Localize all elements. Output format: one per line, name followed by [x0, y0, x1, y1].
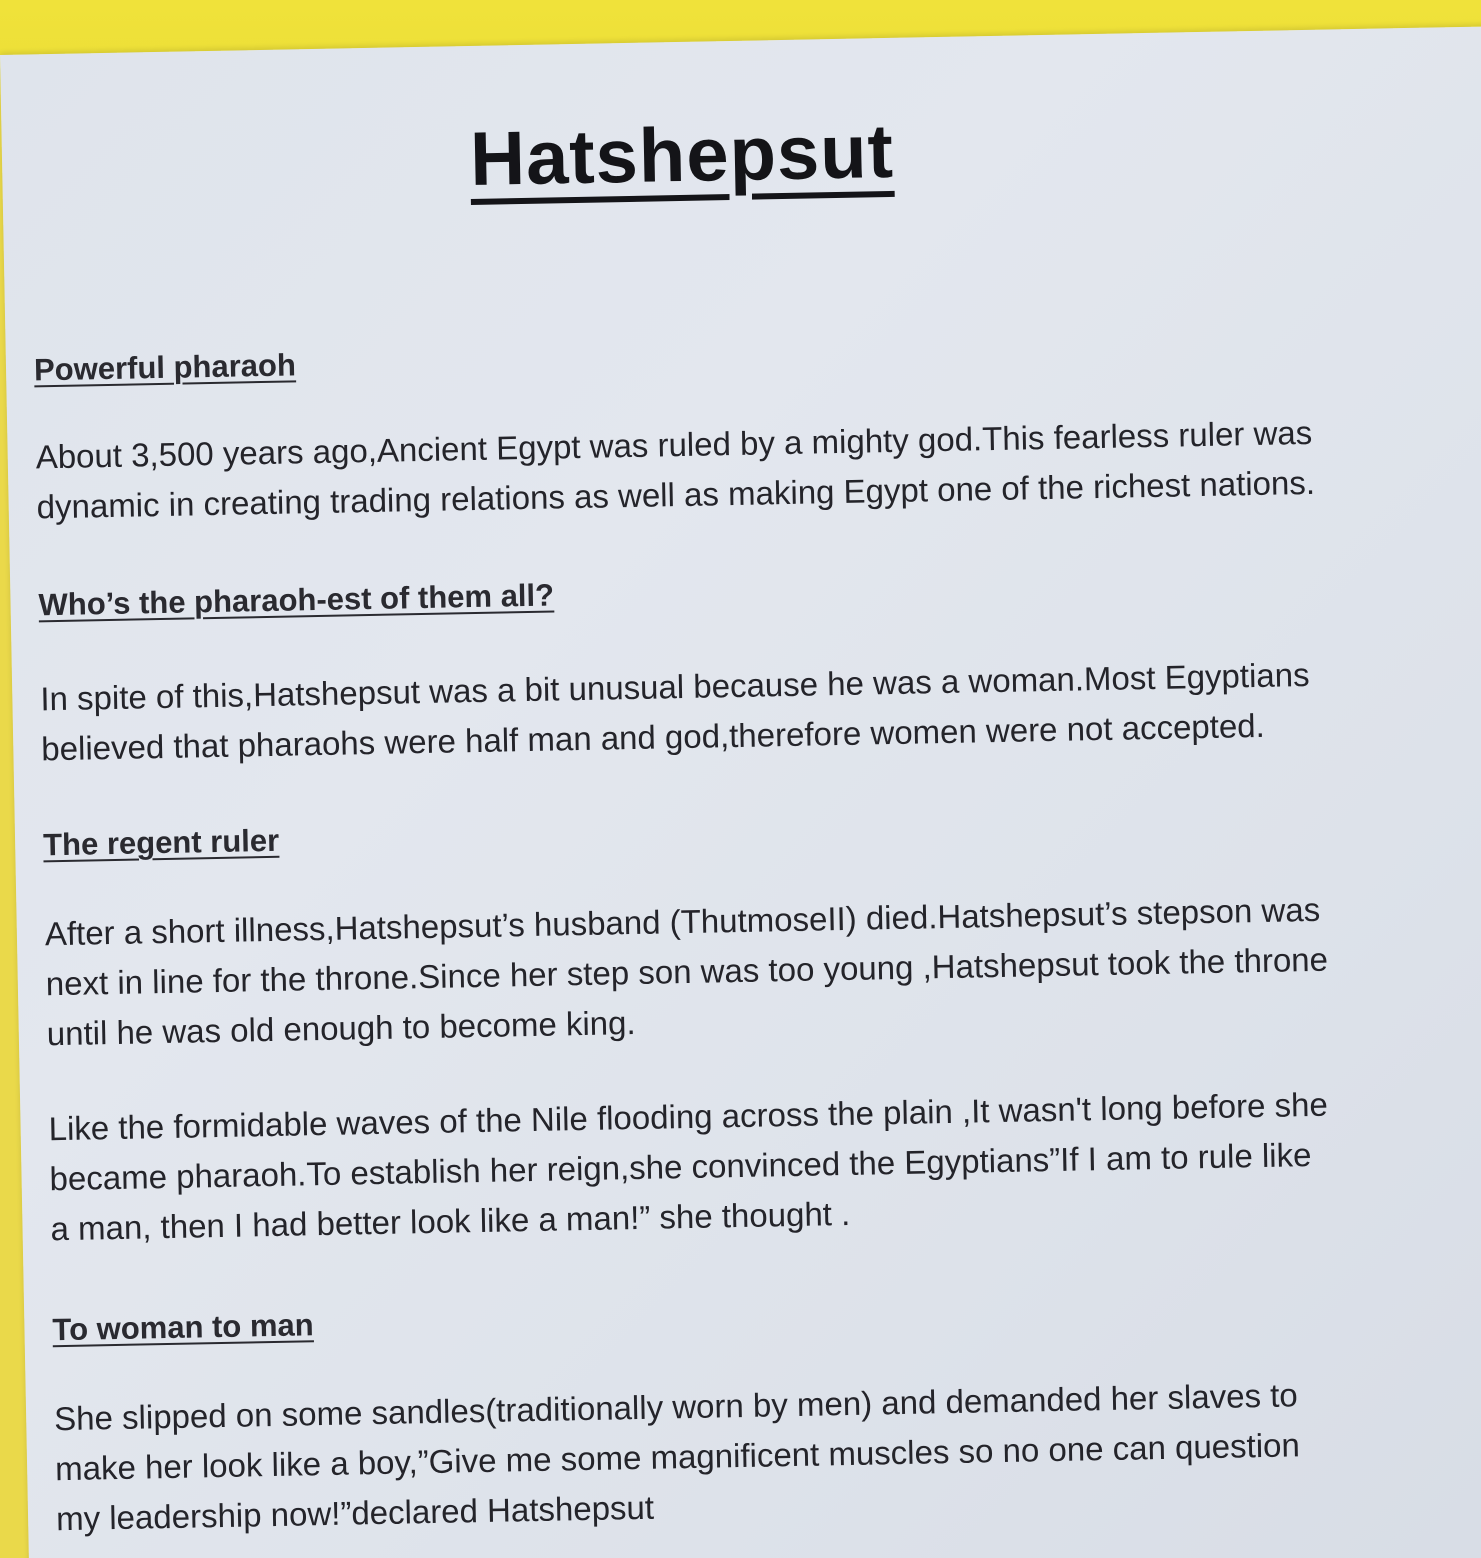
paragraph-line: believed that pharaohs were half man and god,therefore women were not accepted.	[40, 706, 1266, 768]
paragraph-line: next in line for the throne.Since her step son was too young ,Hatshepsut took the throne	[45, 940, 1329, 1003]
document-title: Hatshepsut	[469, 108, 895, 202]
paragraph-line: a man, then I had better look like a man!” she thought .	[50, 1194, 851, 1248]
paragraph-line: became pharaoh.To establish her reign,she convinced the Egyptians”If I am to rule like	[49, 1136, 1312, 1198]
section-heading-pharaoh-est: Who’s the pharaoh-est of them all?	[38, 577, 555, 623]
paragraph-line: She slipped on some sandles(traditionally worn by men) and demanded her slaves to	[53, 1376, 1299, 1438]
section-heading-woman-to-man: To woman to man	[52, 1307, 314, 1348]
section-heading-powerful-pharaoh: Powerful pharaoh	[33, 347, 297, 388]
paragraph-line: dynamic in creating trading relations as well as making Egypt one of the richest nations.	[36, 463, 1316, 526]
paragraph-line: After a short illness,Hatshepsut’s husband (ThutmoseII) died.Hatshepsut’s stepson was	[44, 890, 1321, 953]
paragraph-line: make her look like a boy,”Give me some magnificent muscles so no one can question	[54, 1426, 1301, 1488]
section-paragraph	[40, 647, 1442, 774]
paragraph-line: until he was old enough to become king.	[46, 1003, 636, 1053]
paragraph-line: Like the formidable waves of the Nile flooding across the plain ,It wasn't long before she	[48, 1085, 1329, 1148]
paragraph-line: In spite of this,Hatshepsut was a bit unusual because he was a woman.Most Egyptians	[40, 655, 1310, 718]
paper-sheet	[0, 25, 1481, 1558]
section-paragraph	[35, 406, 1437, 533]
document-content	[28, 28, 1428, 1538]
section-paragraph	[48, 1077, 1451, 1254]
paragraph-line: About 3,500 years ago,Ancient Egypt was ruled by a mighty god.This fearless ruler was	[35, 413, 1313, 476]
section-heading-regent-ruler: The regent ruler	[42, 822, 280, 863]
paragraph-line: my leadership now!”declared Hatshepsut	[55, 1488, 655, 1538]
section-paragraph	[54, 1367, 1457, 1544]
section-paragraph	[44, 882, 1447, 1059]
